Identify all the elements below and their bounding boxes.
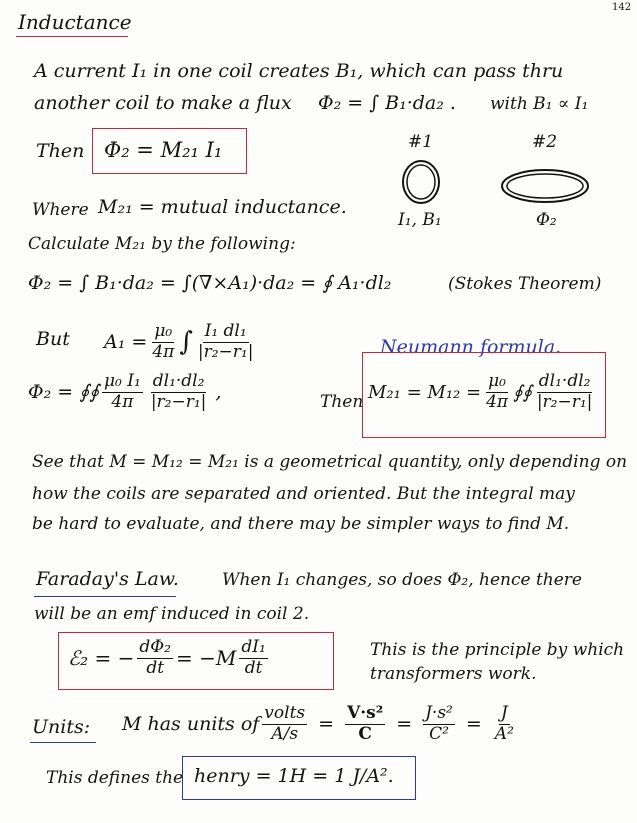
coil-1-caption: I₁, B₁ <box>398 210 442 230</box>
emf-frac-1-num: dΦ₂ <box>139 637 171 657</box>
neumann-integrand-num: dl₁·dl₂ <box>538 371 591 391</box>
page-number: 142 <box>612 2 632 13</box>
neumann-formula <box>368 372 597 412</box>
neumann-lhs: M₂₁ = M₁₂ = <box>368 381 482 403</box>
neumann-mu-den: 4π <box>486 391 509 412</box>
units-frac-1-num: volts <box>264 703 306 723</box>
units-equation <box>122 704 519 744</box>
units-frac-2-den: C <box>358 723 372 744</box>
units-eq-3: = <box>465 713 482 736</box>
emf-frac-1-den: dt <box>146 657 165 678</box>
units-frac-4 <box>493 704 516 744</box>
page-title: Inductance <box>18 10 132 34</box>
faraday-line-1: When I₁ changes, so does Φ₂, hence there <box>222 570 582 590</box>
integral-sign: ∫ <box>179 327 193 358</box>
units-frac-2-num: V·s² <box>347 703 384 723</box>
units-frac-1-den: A/s <box>271 723 299 744</box>
henry-definition: henry = 1H = 1 J/A². <box>194 765 394 787</box>
units-frac-3 <box>423 704 455 744</box>
coil-1-icon <box>398 156 444 208</box>
units-text: M has units of <box>122 713 260 736</box>
phi-frac-2-num: dl₁·dl₂ <box>152 371 205 391</box>
geometry-line-2: how the coils are separated and oriented. But the integral may <box>32 484 575 504</box>
but-lhs <box>104 322 258 362</box>
units-frac-4-den: A² <box>494 723 514 744</box>
flux-definition: Φ₂ = ∫ B₁·da₂ . <box>318 92 456 114</box>
mutual-inductance-def: M₂₁ = mutual inductance. <box>98 196 347 218</box>
transformer-line-2: transformers work. <box>370 664 537 684</box>
emf-lhs: ℰ₂ = − <box>68 646 135 671</box>
phi-frac-2 <box>149 372 209 412</box>
neumann-mu-frac <box>484 372 510 412</box>
mutual-flux-equation: Φ₂ = M₂₁ I₁ <box>104 138 223 162</box>
coil-2-icon <box>497 164 593 208</box>
units-label: Units: <box>32 716 91 738</box>
neumann-label: Neumann formula. <box>380 336 562 358</box>
units-frac-1 <box>262 704 307 744</box>
units-underline <box>30 742 96 743</box>
integrand-den: |r₂−r₁| <box>197 341 254 362</box>
integrand-num: I₁ dl₁ <box>204 321 247 341</box>
units-eq-2: = <box>396 713 413 736</box>
emf-equation <box>68 638 271 678</box>
phi-frac-1 <box>102 372 143 412</box>
neumann-mu-num: μ₀ <box>488 371 506 391</box>
faraday-title: Faraday's Law. <box>36 568 179 590</box>
emf-frac-1 <box>137 638 173 678</box>
phi-lhs: Φ₂ = ∮∮ <box>28 381 99 404</box>
units-frac-2 <box>345 704 385 744</box>
four-pi-den: 4π <box>152 341 175 362</box>
units-frac-3-den: C² <box>429 723 449 744</box>
phi-frac-2-den: |r₂−r₁| <box>150 391 207 412</box>
then-label: Then <box>36 140 85 162</box>
geometry-line-3: be hard to evaluate, and there may be simpler ways to find M. <box>32 514 570 534</box>
emf-frac-2 <box>239 638 267 678</box>
proportionality: with B₁ ∝ I₁ <box>490 94 589 114</box>
intro-line-1: A current I₁ in one coil creates B₁, which can pass thru <box>34 60 564 82</box>
units-eq-1: = <box>318 713 335 736</box>
stokes-note: (Stokes Theorem) <box>448 274 602 294</box>
emf-frac-2-den: dt <box>244 657 263 678</box>
neumann-integrand <box>535 372 595 412</box>
emf-mid: = −M <box>176 646 237 671</box>
phi-frac-1-den: 4π <box>111 391 134 412</box>
then-label-2: Then <box>320 392 364 412</box>
faraday-line-2: will be an emf induced in coil 2. <box>34 604 310 624</box>
emf-frac-2-num: dI₁ <box>241 637 266 657</box>
defines-text: This defines the <box>46 768 184 788</box>
intro-line-2a: another coil to make a flux <box>34 92 292 114</box>
but-label: But <box>36 328 70 350</box>
neumann-integrand-den: |r₂−r₁| <box>536 391 593 412</box>
phi-double-integral: Φ₂ = ∮∮ $\frac{\text{μ₀ I₁}}{4\pi}$ $\frac{\text{dl₁·dl₂}}{\text{|r₂−r₁|}}$ , <box>28 371 222 412</box>
mu0-over-4pi <box>150 322 176 362</box>
mu0-num: μ₀ <box>154 321 173 341</box>
units-frac-3-num: J·s² <box>425 703 453 723</box>
title-underline <box>16 36 128 37</box>
coil-1-label: #1 <box>408 132 434 152</box>
coil-2-caption: Φ₂ <box>536 210 557 230</box>
where-label: Where <box>32 200 89 220</box>
phi-frac-1-num: μ₀ I₁ <box>104 371 141 391</box>
flux-chain-equation: Φ₂ = ∫ B₁·da₂ = ∫(∇×A₁)·da₂ = ∮ A₁·dl₂ <box>28 272 392 294</box>
faraday-underline <box>34 596 176 597</box>
coil-2-label: #2 <box>532 132 558 152</box>
vector-potential-lhs: A₁ = <box>104 331 148 354</box>
vector-potential-integrand <box>196 322 256 362</box>
transformer-line-1: This is the principle by which <box>370 640 625 660</box>
units-frac-4-num: J <box>500 703 508 723</box>
calculate-line: Calculate M₂₁ by the following: <box>28 234 296 254</box>
geometry-line-1: See that M = M₁₂ = M₂₁ is a geometrical quantity, only depending on <box>32 452 628 472</box>
neumann-integral: ∮∮ <box>513 381 532 403</box>
